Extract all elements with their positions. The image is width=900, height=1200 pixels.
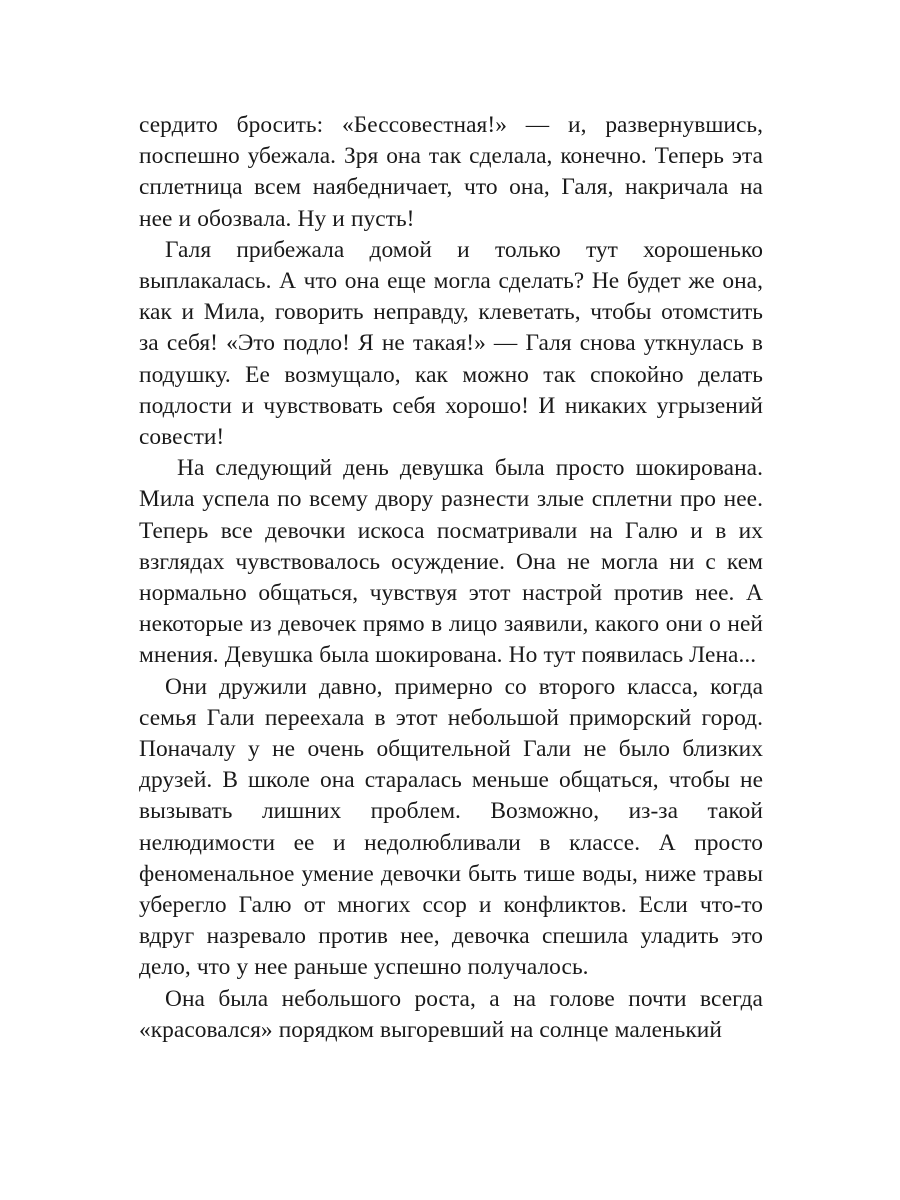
paragraph-5: Она была небольшого роста, а на голове почти всегда «красовался» порядком выгоревший на солнце маленький — [139, 985, 763, 1043]
page-text-block — [139, 110, 763, 1046]
paragraph-3: На следующий день девушка была просто шокирована. Мила успела по всему двору разнести злые сплетни про нее. Теперь все девочки искоса посматривали на Галю и в их взглядах чувствовалось осуждение. Она не могла ни с кем нормально общаться, чувствуя этот настрой против нее. А некоторые из девочек прямо в лицо заявили, какого они о ней мнения. Девушка была шокирована. Но тут появилась Лена... — [139, 455, 763, 669]
paragraph-2: Галя прибежала домой и только тут хорошенько выплакалась. А что она еще могла сделать? Не будет же она, как и Мила, говорить неправду, клеветать, чтобы отомстить за себя! «Это подло! Я не такая!» — Галя снова уткнулась в подушку. Ее возмущало, как можно так спокойно делать подлости и чувствовать себя хорошо! И никаких угрызений совести! — [139, 236, 763, 451]
paragraph-4: Они дружили давно, примерно со второго класса, когда семья Гали переехала в этот небольшой приморский город. Поначалу у не очень общительной Гали не было близких друзей. В школе она старалась меньше общаться, чтобы не вызывать лишних проблем. Возможно, из-за такой нелюдимости ее и недолюбливали в классе. А просто феноменальное умение девочки быть тише воды, ниже травы уберегло Галю от многих ссор и конфликтов. Если что-то вдруг назревало против нее, девочка спешила уладить это дело, что у нее раньше успешно получалось. — [139, 673, 763, 981]
paragraph-1: сердито бросить: «Бессовестная!» — и, развернувшись, поспешно убежала. Зря она так сделала, конечно. Теперь эта сплетница всем наябедничает, что она, Галя, накричала на нее и обозвала. Ну и пусть! — [139, 112, 763, 232]
